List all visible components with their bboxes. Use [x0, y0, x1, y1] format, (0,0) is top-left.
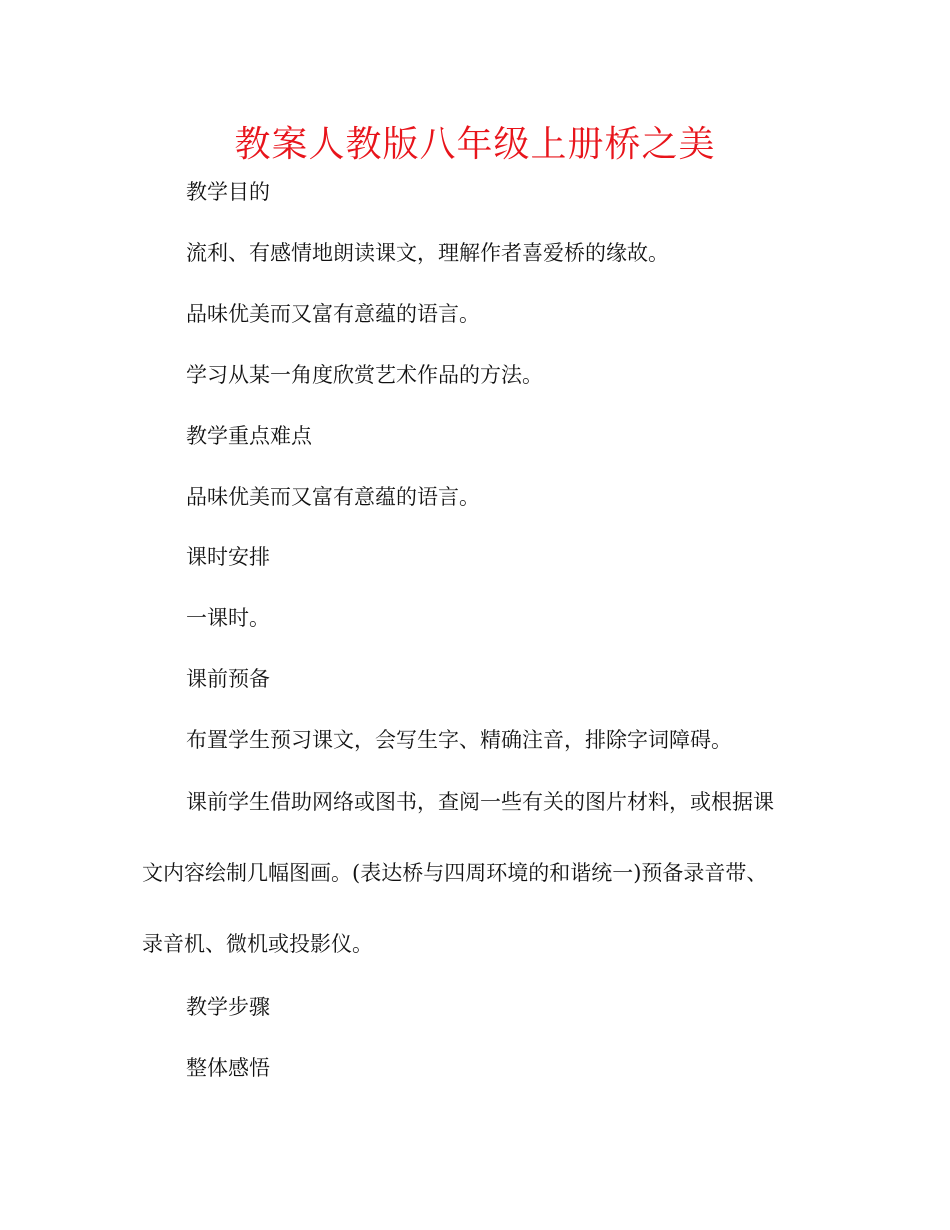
paragraph-line: 布置学生预习课文，会写生字、精确注音，排除字词障碍。: [186, 728, 732, 752]
section-heading: 课时安排: [186, 545, 270, 569]
section-heading: 教学重点难点: [186, 424, 312, 448]
section-heading: 教学目的: [186, 180, 270, 204]
paragraph-line: 学习从某一角度欣赏艺术作品的方法。: [186, 363, 543, 387]
paragraph-line: 课前学生借助网络或图书，查阅一些有关的图片材料，或根据课: [186, 790, 774, 814]
section-heading: 整体感悟: [186, 1056, 270, 1080]
paragraph-line: 一课时。: [186, 606, 270, 630]
paragraph-line: 录音机、微机或投影仪。: [142, 932, 373, 956]
paragraph-line: 文内容绘制几幅图画。(表达桥与四周环境的和谐统一)预备录音带、: [142, 861, 768, 885]
section-heading: 课前预备: [186, 667, 270, 691]
document-title: 教案人教版八年级上册桥之美: [234, 124, 716, 165]
paragraph-line: 品味优美而又富有意蕴的语言。: [186, 485, 480, 509]
section-heading: 教学步骤: [186, 995, 270, 1019]
paragraph-line: 品味优美而又富有意蕴的语言。: [186, 302, 480, 326]
paragraph-line: 流利、有感情地朗读课文，理解作者喜爱桥的缘故。: [186, 241, 669, 265]
